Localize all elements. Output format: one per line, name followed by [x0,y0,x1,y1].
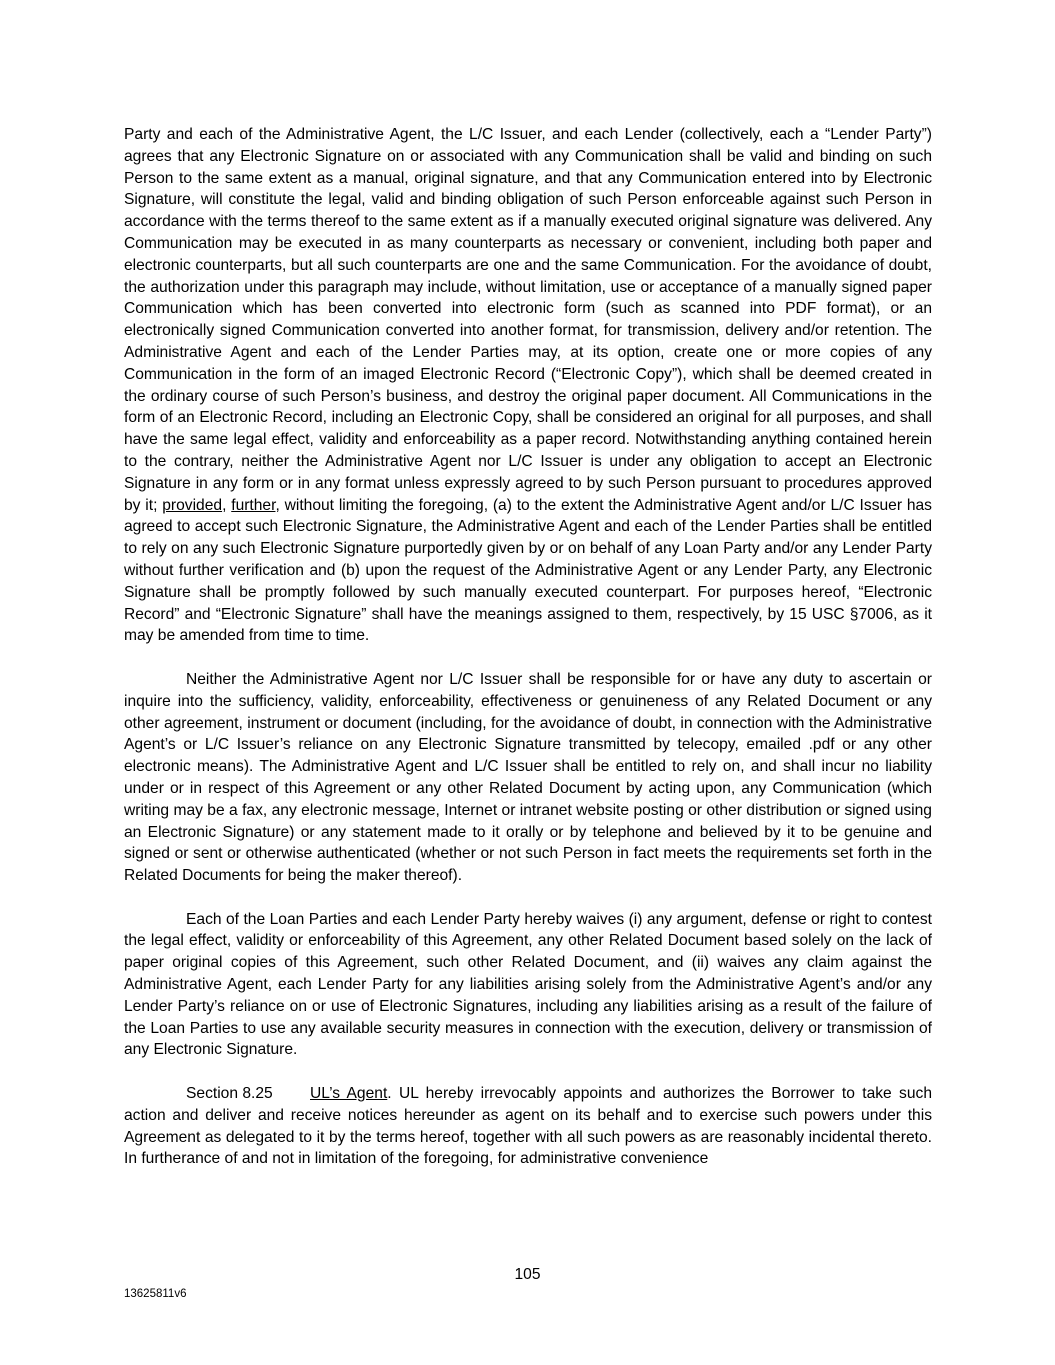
body-text [124,124,932,1192]
paragraph-text: Party and each of the Administrative Agent, the L/C Issuer, and each Lender (collectively, each a “Lender Party”) agrees that any Electronic Signature on or associated with any Communication shall be valid and binding on such Person to the same extent as a manual, original signature, and that any Communication entered into by Electronic Signature, will constitute the legal, valid and binding obligation of such Person enforceable against such Person in accordance with the terms thereof to the same extent as if a manually executed original signature was delivered. Any Communication may be executed in as many counterparts as necessary or convenient, including both paper and electronic counterparts, but all such counterparts are one and the same Communication. For the avoidance of doubt, the authorization under this paragraph may include, without limitation, use or acceptance of a manually signed paper Communication which has been converted into electronic form (such as scanned into PDF format), or an electronically signed Communication converted into another format, for transmission, delivery and/or retention. The Administrative Agent and each of the Lender Parties may, at its option, create one or more copies of any Communication in the form of an imaged Electronic Record (“Electronic Copy”), which shall be deemed created in the ordinary course of such Person’s business, and destroy the original paper document. All Communications in the form of an Electronic Record, including an Electronic Copy, shall be considered an original for all purposes, and shall have the same legal effect, validity and enforceability as a paper record. Notwithstanding anything contained herein to the contrary, neither the Administrative Agent nor L/C Issuer is under any obligation to accept an Electronic Signature in any form or in any format unless expressly agreed to by such Person pursuant to procedures approved by it; [124,126,932,514]
paragraph-waiver [124,909,932,1062]
paragraph-text-continued: , without limiting the foregoing, (a) to the extent the Administrative Agent and/or L/C Issuer has agreed to accept such Electronic Signature, the Administrative Agent and each of the Lender Parties shall be entitled to rely on any such Electronic Signature purportedly given by or on behalf of any Loan Party and/or any Lender Party without further verification and (b) upon the request of the Administrative Agent or any Lender Party, any Electronic Signature shall be promptly followed by such manually executed counterpart. For purposes hereof, “Electronic Record” and “Electronic Signature” shall have the meanings assigned to them, respectively, by 15 USC §7006, as it may be amended from time to time. [124,496,932,645]
document-id: 13625811v6 [124,1288,187,1300]
paragraph-text: Neither the Administrative Agent nor L/C Issuer shall be responsible for or have any duty to ascertain or inquire into the sufficiency, validity, enforceability, effectiveness or genuineness of any Related Document or any other agreement, instrument or document (including, for the avoidance of doubt, in connection with the Administrative Agent’s or L/C Issuer’s reliance on any Electronic Signature transmitted by telecopy, emailed .pdf or any other electronic means). The Administrative Agent and L/C Issuer shall be entitled to rely on, and shall incur no liability under or in respect of this Agreement or any other Related Document by acting upon, any Communication (which writing may be a fax, any electronic message, Internet or intranet website posting or other distribution or signed using an Electronic Signature) or any statement made to it orally or by telephone and believed by it to be genuine and signed or sent or otherwise authenticated (whether or not such Person in fact meets the requirements set forth in the Related Documents for being the maker thereof). [124,670,932,885]
paragraph-section-8-25 [124,1083,932,1170]
provided-term: provided [162,496,223,514]
page-number: 105 [514,1266,541,1283]
paragraph-text: . UL hereby irrevocably appoints and authorizes the Borrower to take such action and deliver and receive notices hereunder as agent on its behalf and to exercise such powers under this Agreement as delegated to it by the terms hereof, together with all such powers as are reasonably incidental thereto. In furtherance of and not in limitation of the foregoing, for administrative convenience [124,1085,932,1168]
section-heading: UL’s Agent [310,1085,388,1103]
paragraph-text: Each of the Loan Parties and each Lender Party hereby waives (i) any argument, defense or right to contest the legal effect, validity or enforceability of this Agreement, any other Related Document based solely on the lack of paper original copies of this Agreement, such other Related Document, and (ii) waives any claim against the Administrative Agent, each Lender Party for any liabilities arising solely from the Administrative Agent’s and/or any Lender Party’s reliance on or use of Electronic Signatures, including any liabilities arising as a result of the failure of the Loan Parties to use any available security measures in connection with the execution, delivery or transmission of any Electronic Signature. [124,910,932,1059]
section-number: Section 8.25 [186,1085,273,1103]
further-term: further [231,496,276,514]
paragraph-no-responsibility [124,669,932,887]
paragraph-electronic-signatures [124,124,932,647]
comma: , [222,496,232,514]
